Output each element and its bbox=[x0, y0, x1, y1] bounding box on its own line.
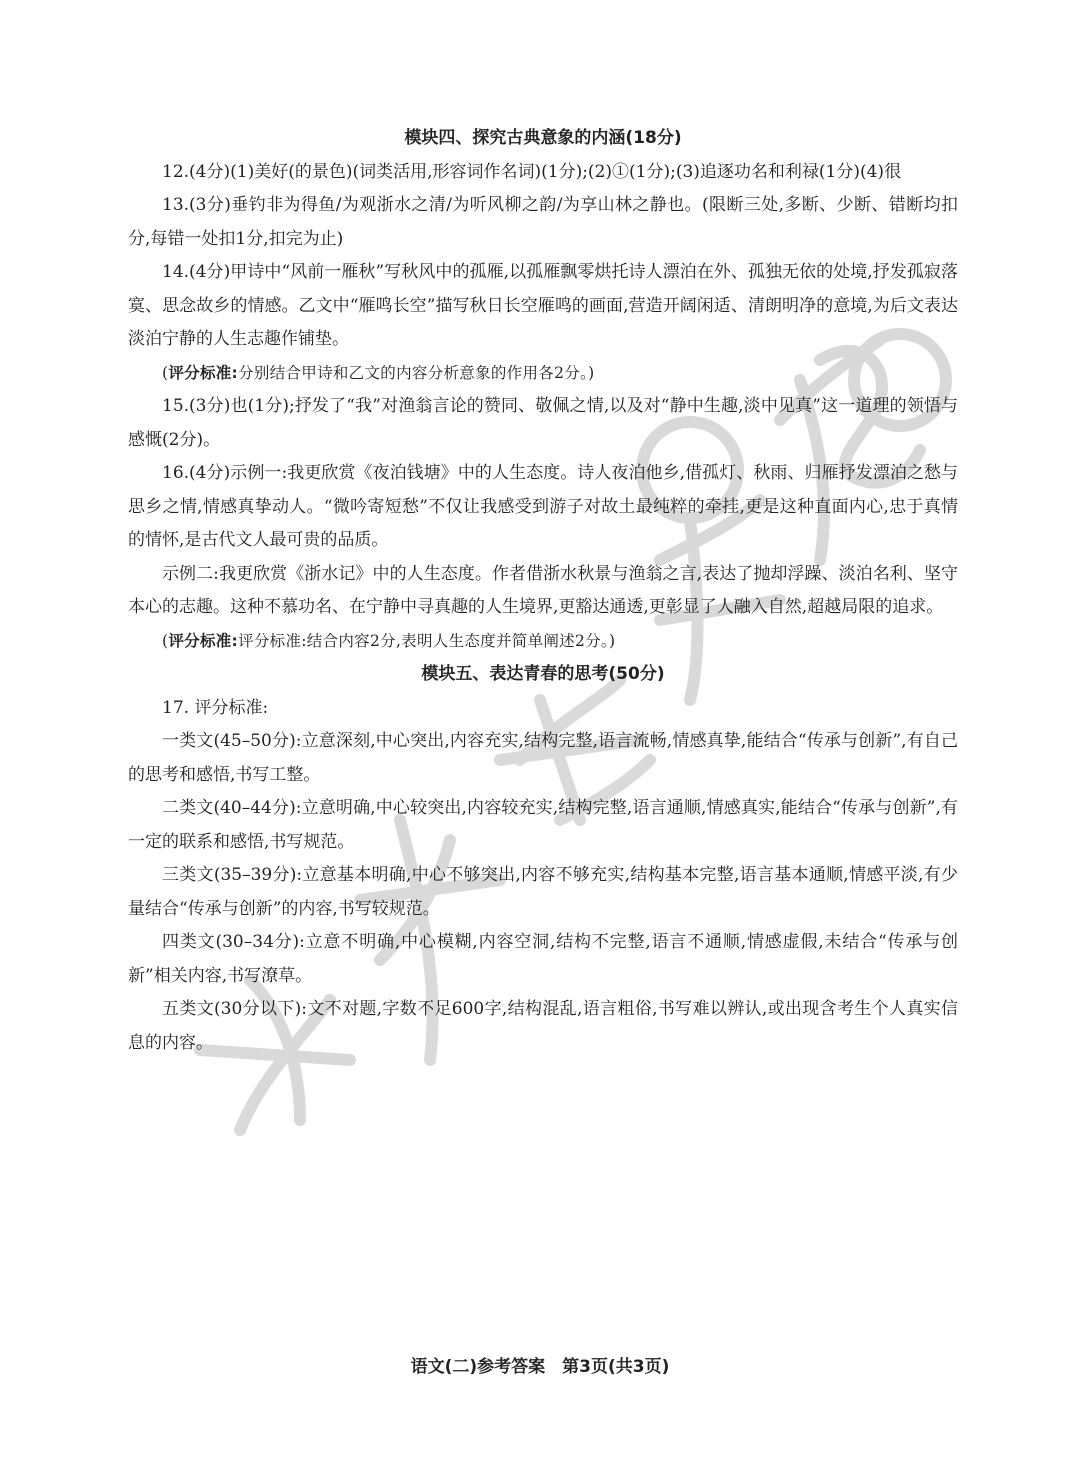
answer-q16-example2: 示例二:我更欣赏《浙水记》中的人生态度。作者借浙水秋景与渔翁之言,表达了抛却浮躁、淡泊名利、坚守本心的志趣。这种不慕功名、在宁静中寻真趣的人生境界,更豁达通透,更彰显了人融入自然,超越局限的追求。 bbox=[128, 563, 958, 617]
answer-content bbox=[128, 122, 958, 1060]
answer-q13: 13.(3分)垂钓非为得鱼/为观浙水之清/为听风柳之韵/为享山林之静也。(限断三处,多断、少断、错断均扣分,每错一处扣1分,扣完为止) bbox=[128, 195, 958, 249]
module4-heading: 模块四、探究古典意象的内涵(18分) bbox=[404, 128, 682, 148]
answer-q16-example1: 16.(4分)示例一:我更欣赏《夜泊钱塘》中的人生态度。诗人夜泊他乡,借孤灯、秋雨、归雁抒发漂泊之愁与思乡之情,情感真挚动人。“微吟寄短愁”不仅让我感受到游子对故土最纯粹的牵挂,更是这种直面内心,忠于真情的情怀,是古代文人最可贵的品质。 bbox=[128, 463, 958, 550]
answer-q14: 14.(4分)甲诗中“风前一雁秋”写秋风中的孤雁,以孤雁飘零烘托诗人漂泊在外、孤独无依的处境,抒发孤寂落寞、思念故乡的情感。乙文中“雁鸣长空”描写秋日长空雁鸣的画面,营造开阔闲适、清朗明净的意境,为后文表达淡泊宁静的人生志趣作铺垫。 bbox=[128, 262, 958, 349]
essay-class1: 一类文(45–50分):立意深刻,中心突出,内容充实,结构完整,语言流畅,情感真挚,能结合“传承与创新”,有自己的思考和感悟,书写工整。 bbox=[128, 731, 958, 785]
note-label: 评分标准: bbox=[168, 363, 239, 382]
page-footer: 语文(二)参考答案 第3页(共3页) bbox=[410, 1357, 670, 1377]
answer-q17: 17. 评分标准: bbox=[162, 697, 269, 718]
essay-class4: 四类文(30–34分):立意不明确,中心模糊,内容空洞,结构不完整,语言不通顺,情感虚假,未结合“传承与创新”相关内容,书写潦草。 bbox=[128, 932, 958, 986]
module5-heading: 模块五、表达青春的思考(50分) bbox=[421, 664, 665, 684]
essay-class5: 五类文(30分以下):文不对题,字数不足600字,结构混乱,语言粗俗,书写难以辨认,或出现含考生个人真实信息的内容。 bbox=[128, 999, 958, 1053]
scoring-note-q14: (评分标准:分别结合甲诗和乙文的内容分析意象的作用各2分。) bbox=[162, 363, 595, 382]
answer-q15: 15.(3分)也(1分);抒发了“我”对渔翁言论的赞同、敬佩之情,以及对“静中生趣,淡中见真”这一道理的领悟与感慨(2分)。 bbox=[128, 396, 958, 450]
note-text: 分别结合甲诗和乙文的内容分析意象的作用各2分。 bbox=[238, 363, 589, 382]
essay-class3: 三类文(35–39分):立意基本明确,中心不够突出,内容不够充实,结构基本完整,语言基本通顺,情感平淡,有少量结合“传承与创新”的内容,书写较规范。 bbox=[128, 865, 958, 919]
note-label: 评分标准: bbox=[168, 631, 239, 650]
scoring-note-q16: (评分标准:评分标准:结合内容2分,表明人生态度并简单阐述2分。) bbox=[162, 631, 616, 650]
answer-q12: 12.(4分)(1)美好(的景色)(词类活用,形容词作名词)(1分);(2)①(1分);(3)追逐功名和利禄(1分)(4)很 bbox=[162, 161, 902, 182]
essay-class2: 二类文(40–44分):立意明确,中心较突出,内容较充实,结构完整,语言通顺,情感真实,能结合“传承与创新”,有一定的联系和感悟,书写规范。 bbox=[128, 798, 958, 852]
note-text: 评分标准:结合内容2分,表明人生态度并简单阐述2分。 bbox=[238, 631, 609, 650]
